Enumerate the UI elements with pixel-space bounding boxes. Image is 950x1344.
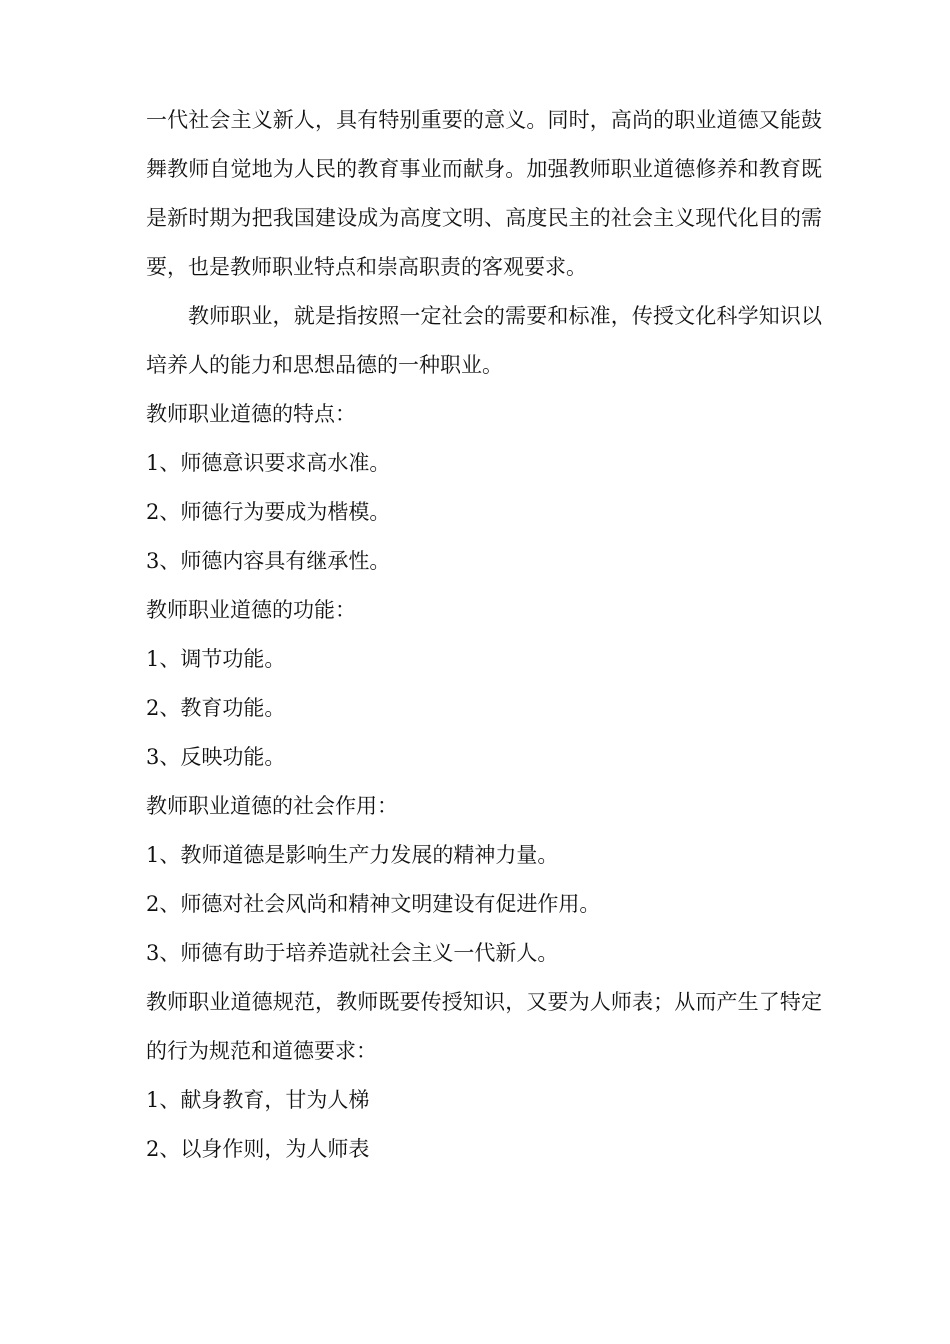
list-item-social-role: 3、师德有助于培养造就社会主义一代新人。 <box>146 941 559 965</box>
list-item-social-role: 2、师德对社会风尚和精神文明建设有促进作用。 <box>146 892 601 916</box>
list-item-norm: 2、以身作则，为人师表 <box>146 1137 370 1161</box>
list-item-norm: 1、献身教育，甘为人梯 <box>146 1088 370 1112</box>
list-item-characteristic: 2、师德行为要成为楷模。 <box>146 500 391 524</box>
heading-functions: 教师职业道德的功能： <box>146 598 356 622</box>
document-body <box>146 96 822 1174</box>
heading-norms: 教师职业道德规范，教师既要传授知识，又要为人师表；从而产生了特定的行为规范和道德要求： <box>146 990 822 1063</box>
list-item-characteristic: 3、师德内容具有继承性。 <box>146 549 391 573</box>
heading-social-role: 教师职业道德的社会作用： <box>146 794 398 818</box>
list-item-function: 2、教育功能。 <box>146 696 286 720</box>
list-item-function: 3、反映功能。 <box>146 745 286 769</box>
paragraph-significance: 一代社会主义新人，具有特别重要的意义。同时，高尚的职业道德又能鼓舞教师自觉地为人民的教育事业而献身。加强教师职业道德修养和教育既是新时期为把我国建设成为高度文明、高度民主的社会主义现代化目的需要，也是教师职业特点和崇高职责的客观要求。 <box>146 108 822 279</box>
heading-characteristics: 教师职业道德的特点： <box>146 402 356 426</box>
paragraph-teacher-profession-definition: 教师职业，就是指按照一定社会的需要和标准，传授文化科学知识以培养人的能力和思想品德的一种职业。 <box>146 304 822 377</box>
list-item-function: 1、调节功能。 <box>146 647 286 671</box>
list-item-characteristic: 1、师德意识要求高水准。 <box>146 451 391 475</box>
list-item-social-role: 1、教师道德是影响生产力发展的精神力量。 <box>146 843 559 867</box>
